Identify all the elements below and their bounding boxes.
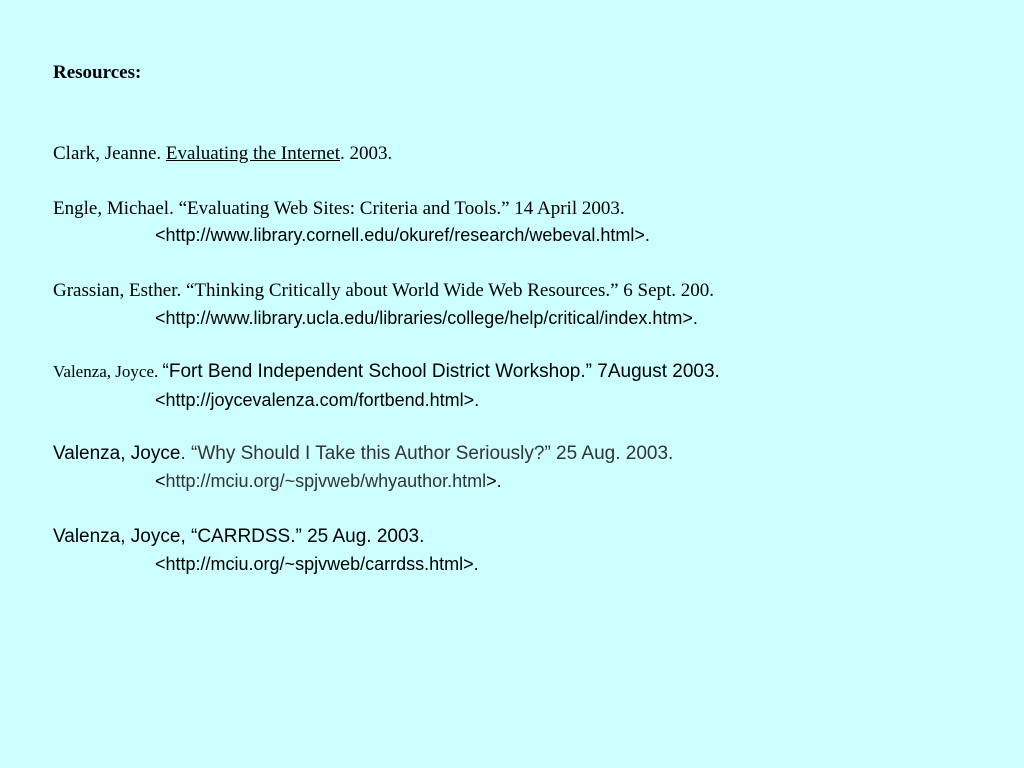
- citation-valenza-workshop: [53, 362, 720, 381]
- citation-clark: [53, 144, 392, 163]
- citation-valenza-carrdss-url[interactable]: <http://mciu.org/~spjvweb/carrdss.html>.: [155, 554, 479, 574]
- citation-author: Valenza, Joyce.: [53, 362, 163, 381]
- citation-valenza-workshop-url[interactable]: <http://joycevalenza.com/fortbend.html>.: [155, 390, 480, 410]
- url-open: <: [155, 471, 166, 491]
- citation-author: Valenza, Joyce: [53, 443, 181, 464]
- citation-grassian: Grassian, Esther. “Thinking Critically about World Wide Web Resources.” 6 Sept. 200.: [53, 280, 715, 301]
- citation-title-link[interactable]: Evaluating the Internet: [165, 143, 341, 164]
- citation-valenza-author-seriously: [53, 444, 673, 463]
- citation-author: Clark, Jeanne.: [53, 143, 166, 164]
- url-close: >.: [486, 471, 502, 491]
- citation-engle-url[interactable]: <http://www.library.cornell.edu/okuref/research/webeval.html>.: [155, 225, 650, 245]
- page-title: Resources:: [53, 62, 142, 83]
- citation-date: . 2003.: [340, 143, 393, 164]
- url-body: http://mciu.org/~spjvweb/whyauthor.html: [165, 471, 487, 491]
- citation-title: . “Why Should I Take this Author Seriously?” 25 Aug. 2003.: [180, 443, 674, 464]
- citation-title: “Fort Bend Independent School District Workshop.” 7August 2003.: [162, 361, 720, 382]
- citation-valenza-author-seriously-url[interactable]: [155, 472, 502, 490]
- citation-grassian-url[interactable]: <http://www.library.ucla.edu/libraries/college/help/critical/index.htm>.: [155, 308, 698, 328]
- citation-engle: Engle, Michael. “Evaluating Web Sites: Criteria and Tools.” 14 April 2003.: [53, 198, 625, 219]
- citation-valenza-carrdss: Valenza, Joyce, “CARRDSS.” 25 Aug. 2003.: [53, 526, 425, 547]
